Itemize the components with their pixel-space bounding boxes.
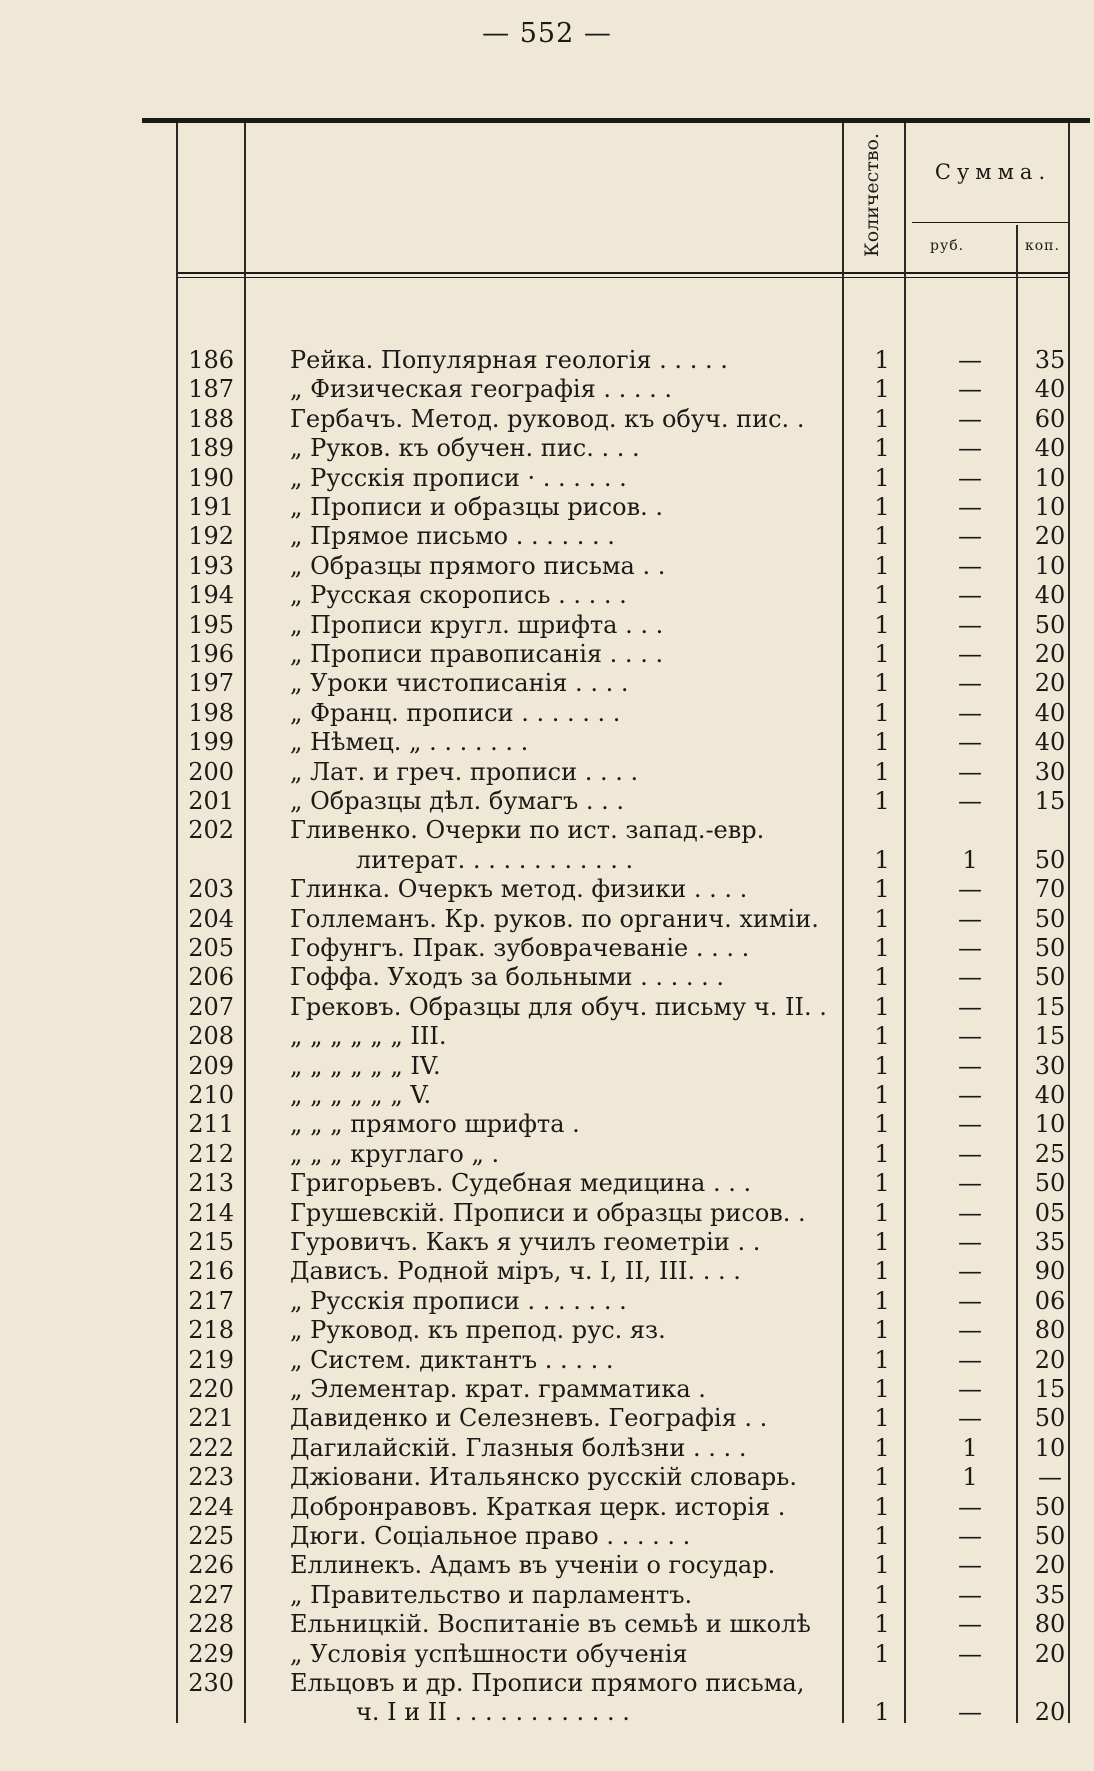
entry-kopecks: 50 <box>1034 845 1066 874</box>
entry-number: 228 <box>188 1610 234 1639</box>
entry-rubles: — <box>958 787 982 815</box>
entry-rubles: — <box>958 934 982 962</box>
entry-number: 190 <box>188 463 234 492</box>
entry-rubles: — <box>958 1169 982 1198</box>
entry-quantity: 1 <box>874 904 890 933</box>
entry-kopecks: 35 <box>1034 1580 1066 1609</box>
entry-number: 219 <box>188 1345 234 1374</box>
entry-kopecks: 20 <box>1034 669 1066 698</box>
entry-title: „ Руков. къ обучен. пис. . . . <box>290 434 640 463</box>
table-row <box>0 846 1094 875</box>
entry-quantity: 1 <box>874 1169 890 1198</box>
entry-number: 186 <box>188 346 234 374</box>
entry-number: 212 <box>188 1139 234 1168</box>
page-number: — 552 — <box>482 18 612 49</box>
entry-quantity: 1 <box>874 1081 890 1109</box>
entry-rubles: 1 <box>962 845 978 874</box>
table-row <box>0 346 1094 375</box>
entry-kopecks: 20 <box>1034 1698 1066 1727</box>
entry-kopecks: 60 <box>1034 404 1066 433</box>
entry-rubles: — <box>958 1228 982 1256</box>
entry-rubles: — <box>958 551 982 580</box>
entry-rubles: — <box>958 1316 982 1345</box>
table-row <box>0 1463 1094 1492</box>
entry-number: 218 <box>188 1316 234 1345</box>
entry-title: „ Франц. прописи . . . . . . . <box>290 698 621 727</box>
entry-title: ч. I и II . . . . . . . . . . . . <box>356 1698 630 1727</box>
entry-kopecks: 35 <box>1034 1228 1066 1256</box>
entry-rubles: — <box>958 1375 982 1403</box>
entry-title: „ Образцы прямого письма . . <box>290 551 666 580</box>
entry-number: 198 <box>188 698 234 727</box>
entry-quantity: 1 <box>874 522 890 551</box>
table-row <box>0 1522 1094 1551</box>
table-row <box>0 787 1094 816</box>
entry-kopecks: — <box>1038 1463 1062 1492</box>
entry-title: Гуровичъ. Какъ я училъ геометріи . . <box>290 1228 761 1256</box>
entry-title: „ Русскія прописи . . . . . . . <box>290 1286 627 1315</box>
entry-quantity: 1 <box>874 1551 890 1580</box>
entry-rubles: — <box>958 875 982 904</box>
entry-kopecks: 50 <box>1034 1404 1066 1433</box>
entry-number: 217 <box>188 1286 234 1315</box>
entry-rubles: — <box>958 640 982 668</box>
entry-rubles: — <box>958 434 982 463</box>
entry-quantity: 1 <box>874 1610 890 1639</box>
entry-number: 222 <box>188 1433 234 1462</box>
entry-kopecks: 50 <box>1034 963 1066 992</box>
entry-rubles: — <box>958 698 982 727</box>
entry-number: 194 <box>188 581 234 610</box>
quantity-header <box>842 120 902 270</box>
entry-title: Дависъ. Родной міръ, ч. I, II, III. . . . <box>290 1257 741 1286</box>
entry-number: 199 <box>188 728 234 757</box>
table-row <box>0 1169 1094 1198</box>
entry-quantity: 1 <box>874 1433 890 1462</box>
entry-number: 224 <box>188 1492 234 1521</box>
entry-kopecks: 50 <box>1034 934 1066 962</box>
entry-number: 189 <box>188 434 234 463</box>
entry-quantity: 1 <box>874 698 890 727</box>
table-row <box>0 1346 1094 1375</box>
table-row <box>0 758 1094 787</box>
entry-quantity: 1 <box>874 1580 890 1609</box>
entry-quantity: 1 <box>874 640 890 668</box>
entry-title: „ Прописи кругл. шрифта . . . <box>290 610 664 639</box>
entry-number: 221 <box>188 1404 234 1433</box>
entry-kopecks: 10 <box>1034 1110 1066 1139</box>
entry-rubles: — <box>958 1286 982 1315</box>
entry-quantity: 1 <box>874 404 890 433</box>
entry-title: „ Нѣмец. „ . . . . . . . <box>290 728 529 757</box>
entry-title: Гливенко. Очерки по ист. запад.-евр. <box>290 816 765 845</box>
entry-number: 226 <box>188 1551 234 1580</box>
entry-rubles: — <box>958 1522 982 1550</box>
entry-rubles: — <box>958 493 982 521</box>
entry-number: 220 <box>188 1375 234 1403</box>
entry-rubles: — <box>958 1257 982 1286</box>
entry-quantity: 1 <box>874 1139 890 1168</box>
entry-kopecks: 50 <box>1034 610 1066 639</box>
entry-quantity: 1 <box>874 551 890 580</box>
entry-quantity: 1 <box>874 934 890 962</box>
entry-title: Гофунгъ. Прак. зубоврачеваніе . . . . <box>290 934 750 962</box>
table-row <box>0 963 1094 992</box>
entry-number: 206 <box>188 963 234 992</box>
entry-quantity: 1 <box>874 581 890 610</box>
rub-header: руб. <box>930 238 965 254</box>
entry-title: Гербачъ. Метод. руковод. къ обуч. пис. . <box>290 404 805 433</box>
entry-kopecks: 10 <box>1034 463 1066 492</box>
table-row <box>0 1199 1094 1228</box>
entry-rubles: — <box>958 728 982 757</box>
entry-kopecks: 30 <box>1034 1051 1066 1080</box>
entry-number: 223 <box>188 1463 234 1492</box>
table-row <box>0 522 1094 551</box>
table-row <box>0 1140 1094 1169</box>
table-row <box>0 1669 1094 1698</box>
entry-quantity: 1 <box>874 963 890 992</box>
entry-rubles: — <box>958 1345 982 1374</box>
entry-quantity: 1 <box>874 375 890 404</box>
entry-quantity: 1 <box>874 1286 890 1315</box>
sum-subheader-rule <box>912 222 1068 223</box>
entry-title: „ Русскія прописи · . . . . . . <box>290 463 627 492</box>
table-row <box>0 934 1094 963</box>
entry-title: „ Прямое письмо . . . . . . . <box>290 522 615 551</box>
entry-rubles: — <box>958 375 982 404</box>
entry-rubles: — <box>958 1404 982 1433</box>
header-bottom-rule <box>178 272 1068 274</box>
entry-kopecks: 10 <box>1034 551 1066 580</box>
entry-number: 202 <box>188 816 234 845</box>
entry-rubles: — <box>958 610 982 639</box>
table-row <box>0 464 1094 493</box>
entry-title: „ Прописи правописанія . . . . <box>290 640 664 668</box>
entry-kopecks: 15 <box>1034 1375 1066 1403</box>
entry-quantity: 1 <box>874 493 890 521</box>
entry-title: Ельницкій. Воспитаніе въ семьѣ и школѣ <box>290 1610 811 1639</box>
entry-title: „ Образцы дѣл. бумагъ . . . <box>290 787 625 815</box>
table-row <box>0 875 1094 904</box>
entry-kopecks: 50 <box>1034 1522 1066 1550</box>
entry-rubles: — <box>958 669 982 698</box>
table-row <box>0 728 1094 757</box>
entry-number: 192 <box>188 522 234 551</box>
entry-quantity: 1 <box>874 1492 890 1521</box>
entry-rubles: — <box>958 963 982 992</box>
entry-rubles: 1 <box>962 1463 978 1492</box>
entry-quantity: 1 <box>874 1051 890 1080</box>
entry-rubles: — <box>958 463 982 492</box>
entry-rubles: — <box>958 1698 982 1727</box>
entry-quantity: 1 <box>874 1375 890 1403</box>
table-row <box>0 905 1094 934</box>
entry-title: Добронравовъ. Краткая церк. исторія . <box>290 1492 786 1521</box>
entry-kopecks: 15 <box>1034 992 1066 1021</box>
entry-kopecks: 10 <box>1034 1433 1066 1462</box>
entry-title: „ Условія успѣшности обученія <box>290 1639 688 1668</box>
entry-number: 204 <box>188 904 234 933</box>
entry-title: „ Элементар. крат. грамматика . <box>290 1375 706 1403</box>
table-row <box>0 1434 1094 1463</box>
quantity-header-label: Количество. <box>861 132 884 258</box>
table-row <box>0 1287 1094 1316</box>
entry-title: „ „ „ прямого шрифта . <box>290 1110 580 1139</box>
entry-kopecks: 20 <box>1034 522 1066 551</box>
entry-kopecks: 05 <box>1034 1198 1066 1227</box>
entry-number: 215 <box>188 1228 234 1256</box>
table-row <box>0 1698 1094 1727</box>
entry-number: 193 <box>188 551 234 580</box>
entry-quantity: 1 <box>874 787 890 815</box>
entry-number: 213 <box>188 1169 234 1198</box>
entry-quantity: 1 <box>874 728 890 757</box>
entry-quantity: 1 <box>874 1463 890 1492</box>
entry-rubles: — <box>958 1492 982 1521</box>
table-row <box>0 1404 1094 1433</box>
entry-quantity: 1 <box>874 757 890 786</box>
entry-rubles: 1 <box>962 1433 978 1462</box>
table-row <box>0 405 1094 434</box>
entry-number: 196 <box>188 640 234 668</box>
entry-rubles: — <box>958 581 982 610</box>
entry-number: 188 <box>188 404 234 433</box>
entry-kopecks: 40 <box>1034 1081 1066 1109</box>
entry-title: „ Русская скоропись . . . . . <box>290 581 627 610</box>
entry-number: 216 <box>188 1257 234 1286</box>
table-row <box>0 1228 1094 1257</box>
entry-title: Дагилайскій. Глазныя болѣзни . . . . <box>290 1433 747 1462</box>
entry-kopecks: 25 <box>1034 1139 1066 1168</box>
entry-rubles: — <box>958 522 982 551</box>
entry-quantity: 1 <box>874 1228 890 1256</box>
entry-number: 207 <box>188 992 234 1021</box>
entry-quantity: 1 <box>874 1316 890 1345</box>
entry-title: Григорьевъ. Судебная медицина . . . <box>290 1169 752 1198</box>
table-row <box>0 1081 1094 1110</box>
entry-title: Джіовани. Итальянско русскій словарь. <box>290 1463 797 1492</box>
entry-rubles: — <box>958 1110 982 1139</box>
table-row <box>0 1581 1094 1610</box>
entry-rubles: — <box>958 1198 982 1227</box>
entry-title: „ Руковод. къ препод. рус. яз. <box>290 1316 666 1345</box>
entry-kopecks: 80 <box>1034 1316 1066 1345</box>
entry-rubles: — <box>958 1580 982 1609</box>
entry-quantity: 1 <box>874 1198 890 1227</box>
entry-number: 191 <box>188 493 234 521</box>
table-row <box>0 1640 1094 1669</box>
entry-kopecks: 50 <box>1034 1492 1066 1521</box>
entry-rubles: — <box>958 346 982 374</box>
entry-rubles: — <box>958 1639 982 1668</box>
table-row <box>0 1257 1094 1286</box>
entry-number: 225 <box>188 1522 234 1550</box>
entry-kopecks: 06 <box>1034 1286 1066 1315</box>
entry-title: Давиденко и Селезневъ. Географія . . <box>290 1404 768 1433</box>
entry-quantity: 1 <box>874 1639 890 1668</box>
entry-kopecks: 20 <box>1034 1551 1066 1580</box>
entry-kopecks: 40 <box>1034 375 1066 404</box>
entry-number: 195 <box>188 610 234 639</box>
entry-kopecks: 40 <box>1034 728 1066 757</box>
entry-number: 197 <box>188 669 234 698</box>
entry-number: 203 <box>188 875 234 904</box>
entry-number: 187 <box>188 375 234 404</box>
entry-title: „ „ „ „ „ „ IV. <box>290 1051 441 1080</box>
entry-title: „ Прописи и образцы рисов. . <box>290 493 663 521</box>
entry-title: „ Лат. и греч. прописи . . . . <box>290 757 639 786</box>
table-row <box>0 640 1094 669</box>
entry-kopecks: 70 <box>1034 875 1066 904</box>
entry-title: „ Систем. диктантъ . . . . . <box>290 1345 614 1374</box>
entry-rubles: — <box>958 1051 982 1080</box>
table-row <box>0 699 1094 728</box>
top-rule <box>142 118 1090 123</box>
entry-rubles: — <box>958 904 982 933</box>
entry-title: „ Уроки чистописанія . . . . <box>290 669 629 698</box>
sum-header: Сумма. <box>934 160 1052 184</box>
entry-title: Голлеманъ. Кр. руков. по органич. химіи. <box>290 904 819 933</box>
entry-rubles: — <box>958 757 982 786</box>
table-row <box>0 552 1094 581</box>
table-row <box>0 993 1094 1022</box>
entry-title: Дюги. Соціальное право . . . . . . <box>290 1522 691 1550</box>
entry-title: „ „ „ „ „ „ III. <box>290 1022 447 1051</box>
entry-rubles: — <box>958 1610 982 1639</box>
table-row <box>0 611 1094 640</box>
entry-number: 230 <box>188 1669 234 1697</box>
entry-number: 229 <box>188 1639 234 1668</box>
table-row <box>0 1022 1094 1051</box>
entry-number: 208 <box>188 1022 234 1051</box>
entry-quantity: 1 <box>874 845 890 874</box>
kop-header: коп. <box>1025 238 1060 254</box>
entry-title: Еллинекъ. Адамъ въ ученіи о государ. <box>290 1551 776 1580</box>
entry-kopecks: 35 <box>1034 346 1066 374</box>
entry-rubles: — <box>958 1081 982 1109</box>
entry-quantity: 1 <box>874 1345 890 1374</box>
entry-kopecks: 40 <box>1034 698 1066 727</box>
entry-rubles: — <box>958 404 982 433</box>
entry-quantity: 1 <box>874 1110 890 1139</box>
entry-quantity: 1 <box>874 875 890 904</box>
table-row <box>0 493 1094 522</box>
entry-kopecks: 50 <box>1034 1169 1066 1198</box>
table-row <box>0 1493 1094 1522</box>
entry-title: литерат. . . . . . . . . . . . <box>356 845 634 874</box>
table-row <box>0 581 1094 610</box>
entry-number: 200 <box>188 757 234 786</box>
entry-title: „ Физическая географія . . . . . <box>290 375 673 404</box>
entry-title: Грушевскій. Прописи и образцы рисов. . <box>290 1198 806 1227</box>
entry-quantity: 1 <box>874 1698 890 1727</box>
entry-quantity: 1 <box>874 463 890 492</box>
entry-quantity: 1 <box>874 1257 890 1286</box>
entry-quantity: 1 <box>874 434 890 463</box>
entry-title: Ельцовъ и др. Прописи прямого письма, <box>290 1669 805 1697</box>
entry-number: 205 <box>188 934 234 962</box>
table-row <box>0 1610 1094 1639</box>
entry-title: „ „ „ „ „ „ V. <box>290 1081 432 1109</box>
entry-quantity: 1 <box>874 346 890 374</box>
entry-quantity: 1 <box>874 992 890 1021</box>
entry-title: „ „ „ круглаго „ . <box>290 1139 500 1168</box>
table-row <box>0 1052 1094 1081</box>
entry-rubles: — <box>958 1022 982 1051</box>
entry-quantity: 1 <box>874 1022 890 1051</box>
header-bottom-rule-2 <box>178 277 1068 278</box>
entry-rubles: — <box>958 1139 982 1168</box>
entry-title: Гоффа. Уходъ за больными . . . . . . <box>290 963 725 992</box>
entry-rubles: — <box>958 992 982 1021</box>
entry-number: 201 <box>188 787 234 815</box>
entry-number: 214 <box>188 1198 234 1227</box>
entry-kopecks: 15 <box>1034 1022 1066 1051</box>
entry-title: Глинка. Очеркъ метод. физики . . . . <box>290 875 748 904</box>
entry-kopecks: 80 <box>1034 1610 1066 1639</box>
entry-number: 211 <box>188 1110 234 1139</box>
entry-title: „ Правительство и парламентъ. <box>290 1580 693 1609</box>
entry-quantity: 1 <box>874 669 890 698</box>
entry-kopecks: 90 <box>1034 1257 1066 1286</box>
entry-title: Рейка. Популярная геологія . . . . . <box>290 346 728 374</box>
entry-kopecks: 50 <box>1034 904 1066 933</box>
entry-quantity: 1 <box>874 1522 890 1550</box>
entry-kopecks: 20 <box>1034 1639 1066 1668</box>
entry-quantity: 1 <box>874 1404 890 1433</box>
table-row <box>0 1110 1094 1139</box>
table-row <box>0 1316 1094 1345</box>
entry-number: 227 <box>188 1580 234 1609</box>
table-row <box>0 816 1094 845</box>
table-row <box>0 1375 1094 1404</box>
entry-kopecks: 10 <box>1034 493 1066 521</box>
entry-kopecks: 20 <box>1034 640 1066 668</box>
entry-title: Грековъ. Образцы для обуч. письму ч. II. . <box>290 992 827 1021</box>
entry-kopecks: 40 <box>1034 581 1066 610</box>
table-row <box>0 669 1094 698</box>
entry-kopecks: 20 <box>1034 1345 1066 1374</box>
entry-number: 209 <box>188 1051 234 1080</box>
entry-number: 210 <box>188 1081 234 1109</box>
entry-rubles: — <box>958 1551 982 1580</box>
entry-kopecks: 40 <box>1034 434 1066 463</box>
table-row <box>0 1551 1094 1580</box>
entry-kopecks: 15 <box>1034 787 1066 815</box>
table-row <box>0 434 1094 463</box>
entry-quantity: 1 <box>874 610 890 639</box>
table-row <box>0 375 1094 404</box>
entry-kopecks: 30 <box>1034 757 1066 786</box>
